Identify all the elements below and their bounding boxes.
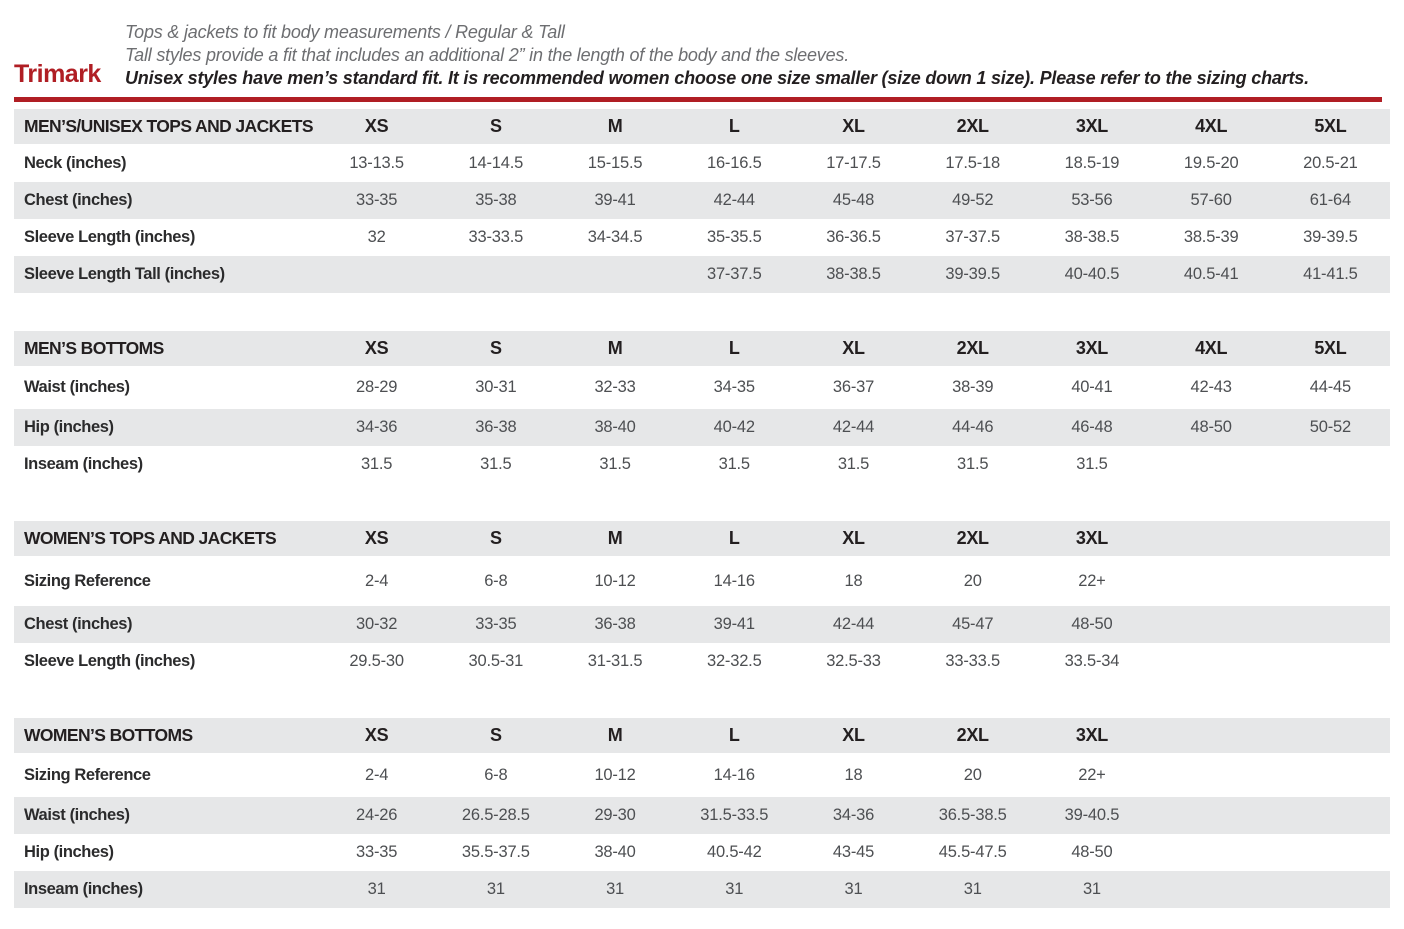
cell-value: 31 <box>1032 871 1151 908</box>
cell-value: 33.5-34 <box>1064 652 1120 670</box>
cell-value: 26.5-28.5 <box>436 797 555 834</box>
table-header-row <box>14 521 1390 556</box>
cell-value: 39-40.5 <box>1032 797 1151 834</box>
cell-value <box>555 256 674 293</box>
size-header-xl: XL <box>794 521 913 556</box>
cell-value: 41-41.5 <box>1271 256 1390 293</box>
cell-value: 13-13.5 <box>349 153 404 172</box>
row-label: Sleeve Length (inches) <box>24 228 195 246</box>
cell-value: 20.5-21 <box>1303 153 1358 172</box>
size-header-empty <box>1152 521 1271 556</box>
size-header-s: S <box>436 718 555 753</box>
cell-value: 33-33.5 <box>468 228 524 246</box>
cell-value: 35.5-37.5 <box>461 843 530 861</box>
cell-value <box>1152 643 1271 680</box>
size-header-3xl: 3XL <box>1032 109 1151 144</box>
cell-value: 34-36 <box>794 797 913 834</box>
cell-value: 35-38 <box>436 182 555 219</box>
cell-value: 2-4 <box>364 571 389 590</box>
cell-value: 38-39 <box>952 378 994 396</box>
cell-value: 31.5 <box>1076 455 1108 473</box>
cell-value <box>1152 446 1271 483</box>
table-row <box>14 556 1390 606</box>
table-row <box>14 446 1390 483</box>
cell-value: 53-56 <box>1032 182 1151 219</box>
cell-value <box>1152 753 1271 797</box>
intro-text <box>125 21 1404 90</box>
size-header-4xl: 4XL <box>1152 109 1271 144</box>
accent-divider <box>14 97 1382 102</box>
cell-value: 32-33 <box>594 378 636 396</box>
size-header-3xl: 3XL <box>1032 521 1151 556</box>
cell-value: 31.5-33.5 <box>675 797 794 834</box>
cell-value: 33-33.5 <box>945 652 1000 670</box>
cell-value: 18 <box>844 765 863 784</box>
cell-value: 31.5 <box>957 455 989 473</box>
row-label: Waist (inches) <box>14 797 317 834</box>
cell-value: 48-50 <box>1032 606 1151 643</box>
cell-value: 42-44 <box>794 606 913 643</box>
row-label: Hip (inches) <box>24 843 114 861</box>
size-header-empty <box>1271 521 1390 556</box>
cell-value: 20 <box>963 765 982 784</box>
cell-value <box>436 256 555 293</box>
cell-value: 50-52 <box>1271 409 1390 446</box>
cell-value: 33-35 <box>436 606 555 643</box>
cell-value: 37-37.5 <box>675 256 794 293</box>
size-header-l: L <box>675 331 794 366</box>
table-mens-bottoms <box>14 331 1390 483</box>
cell-value <box>1152 797 1271 834</box>
table-header-row <box>14 109 1390 144</box>
cell-value: 10-12 <box>594 765 636 784</box>
intro-line-2: Tall styles provide a fit that includes an additional 2” in the length of the body and the sleeves. <box>125 45 850 65</box>
cell-value: 48-50 <box>1152 409 1271 446</box>
cell-value <box>1271 556 1390 606</box>
cell-value: 49-52 <box>913 182 1032 219</box>
cell-value: 43-45 <box>832 843 875 861</box>
row-label: Chest (inches) <box>14 182 317 219</box>
cell-value: 44-46 <box>913 409 1032 446</box>
table-row <box>14 753 1390 797</box>
cell-value: 38-40 <box>555 409 674 446</box>
cell-value: 36-36.5 <box>826 228 881 246</box>
cell-value: 39-41 <box>675 606 794 643</box>
cell-value: 36-38 <box>436 409 555 446</box>
size-header-s: S <box>436 109 555 144</box>
cell-value: 6-8 <box>484 765 508 784</box>
row-label: Inseam (inches) <box>14 871 317 908</box>
size-header-xs: XS <box>317 521 436 556</box>
size-header-2xl: 2XL <box>913 521 1032 556</box>
cell-value: 38-40 <box>594 843 636 861</box>
row-label: Waist (inches) <box>24 378 130 396</box>
cell-value: 14-16 <box>713 765 755 784</box>
cell-value: 22+ <box>1078 765 1106 784</box>
cell-value <box>1271 606 1390 643</box>
table-row <box>14 182 1390 219</box>
cell-value: 31.5 <box>718 455 750 473</box>
table-title: WOMEN’S TOPS AND JACKETS <box>14 521 317 556</box>
cell-value: 36-38 <box>555 606 674 643</box>
table-row <box>14 219 1390 256</box>
cell-value: 22+ <box>1078 571 1106 590</box>
row-label: Sleeve Length Tall (inches) <box>14 256 317 293</box>
cell-value: 39-39.5 <box>1303 228 1358 246</box>
table-mens-unisex-tops-and-jackets <box>14 109 1390 293</box>
row-label: Neck (inches) <box>24 153 127 172</box>
cell-value: 45.5-47.5 <box>938 843 1007 861</box>
cell-value: 40-41 <box>1071 378 1113 396</box>
cell-value: 31.5 <box>837 455 870 473</box>
table-row <box>14 144 1390 182</box>
size-header-s: S <box>436 521 555 556</box>
table-row <box>14 366 1390 409</box>
cell-value: 33-35 <box>317 182 436 219</box>
cell-value: 31 <box>794 871 913 908</box>
cell-value: 40-40.5 <box>1032 256 1151 293</box>
intro-line-1: Tops & jackets to fit body measurements / Regular & Tall <box>125 22 565 42</box>
cell-value: 45-48 <box>794 182 913 219</box>
size-header-xs: XS <box>317 109 436 144</box>
size-header-m: M <box>555 521 674 556</box>
cell-value: 37-37.5 <box>945 228 1000 246</box>
size-header-4xl: 4XL <box>1152 331 1271 366</box>
cell-value: 40.5-41 <box>1152 256 1271 293</box>
cell-value: 32.5-33 <box>826 652 881 670</box>
size-header-2xl: 2XL <box>913 718 1032 753</box>
cell-value: 19.5-20 <box>1183 153 1239 172</box>
cell-value: 20 <box>963 571 982 590</box>
cell-value: 17.5-18 <box>945 153 1000 172</box>
size-header-3xl: 3XL <box>1032 718 1151 753</box>
cell-value: 61-64 <box>1271 182 1390 219</box>
cell-value: 44-45 <box>1309 378 1351 396</box>
size-header-l: L <box>675 521 794 556</box>
table-row <box>14 606 1390 643</box>
cell-value <box>1152 834 1271 871</box>
cell-value: 40-42 <box>675 409 794 446</box>
cell-value: 39-41 <box>555 182 674 219</box>
table-row <box>14 256 1390 293</box>
table-header-row <box>14 331 1390 366</box>
size-header-xl: XL <box>794 331 913 366</box>
row-label: Sizing Reference <box>24 571 151 590</box>
cell-value: 17-17.5 <box>826 153 881 172</box>
size-header-3xl: 3XL <box>1032 331 1151 366</box>
size-header-l: L <box>675 109 794 144</box>
cell-value: 34-35 <box>713 378 755 396</box>
cell-value: 40.5-42 <box>706 843 762 861</box>
size-header-l: L <box>675 718 794 753</box>
size-header-xs: XS <box>317 718 436 753</box>
cell-value: 10-12 <box>594 571 636 590</box>
size-header-m: M <box>555 109 674 144</box>
cell-value <box>317 256 436 293</box>
cell-value: 31.5 <box>480 455 512 473</box>
size-header-xs: XS <box>317 331 436 366</box>
row-label: Inseam (inches) <box>24 455 143 473</box>
cell-value <box>1152 606 1271 643</box>
cell-value: 38-38.5 <box>1064 228 1120 246</box>
cell-value <box>1271 643 1390 680</box>
cell-value: 18 <box>844 571 863 590</box>
size-header-m: M <box>555 331 674 366</box>
size-header-m: M <box>555 718 674 753</box>
table-row <box>14 834 1390 871</box>
cell-value: 42-44 <box>794 409 913 446</box>
table-title: WOMEN’S BOTTOMS <box>14 718 317 753</box>
cell-value: 14-16 <box>713 571 755 590</box>
cell-value: 38.5-39 <box>1183 228 1239 246</box>
cell-value: 46-48 <box>1032 409 1151 446</box>
cell-value: 16-16.5 <box>706 153 762 172</box>
cell-value: 31 <box>555 871 674 908</box>
row-label: Sleeve Length (inches) <box>24 652 195 670</box>
cell-value: 31 <box>317 871 436 908</box>
cell-value: 31 <box>913 871 1032 908</box>
size-header-empty <box>1271 718 1390 753</box>
cell-value: 57-60 <box>1152 182 1271 219</box>
cell-value: 31-31.5 <box>587 652 643 670</box>
table-row <box>14 643 1390 680</box>
cell-value: 18.5-19 <box>1064 153 1120 172</box>
cell-value <box>1271 446 1390 483</box>
cell-value: 33-35 <box>356 843 398 861</box>
cell-value <box>1271 871 1390 908</box>
table-title: MEN’S/UNISEX TOPS AND JACKETS <box>14 109 317 144</box>
row-label: Chest (inches) <box>14 606 317 643</box>
table-header-row <box>14 718 1390 753</box>
cell-value: 42-44 <box>675 182 794 219</box>
cell-value: 32 <box>367 228 386 246</box>
cell-value: 42-43 <box>1190 378 1232 396</box>
cell-value: 31.5 <box>360 455 393 473</box>
cell-value: 30.5-31 <box>468 652 524 670</box>
cell-value: 31 <box>675 871 794 908</box>
cell-value <box>1152 556 1271 606</box>
cell-value: 39-39.5 <box>913 256 1032 293</box>
cell-value: 34-34.5 <box>587 228 643 246</box>
cell-value: 36.5-38.5 <box>913 797 1032 834</box>
sizing-tables <box>0 109 1404 908</box>
size-header-2xl: 2XL <box>913 109 1032 144</box>
page-header <box>0 0 1404 90</box>
cell-value: 36-37 <box>832 378 875 396</box>
cell-value: 35-35.5 <box>706 228 762 246</box>
cell-value <box>1271 797 1390 834</box>
cell-value: 48-50 <box>1071 843 1113 861</box>
size-header-s: S <box>436 331 555 366</box>
cell-value <box>1271 753 1390 797</box>
cell-value: 6-8 <box>484 571 508 590</box>
cell-value: 30-31 <box>475 378 517 396</box>
table-womens-tops-and-jackets <box>14 521 1390 680</box>
cell-value: 2-4 <box>364 765 389 784</box>
cell-value: 14-14.5 <box>468 153 524 172</box>
size-header-2xl: 2XL <box>913 331 1032 366</box>
row-label: Hip (inches) <box>14 409 317 446</box>
cell-value: 32-32.5 <box>706 652 762 670</box>
cell-value: 28-29 <box>356 378 398 396</box>
table-row <box>14 797 1390 834</box>
row-label: Sizing Reference <box>24 765 151 784</box>
cell-value: 15-15.5 <box>587 153 643 172</box>
cell-value: 45-47 <box>913 606 1032 643</box>
cell-value: 34-36 <box>317 409 436 446</box>
size-header-empty <box>1152 718 1271 753</box>
cell-value: 30-32 <box>317 606 436 643</box>
cell-value: 38-38.5 <box>794 256 913 293</box>
cell-value <box>1271 834 1390 871</box>
cell-value: 24-26 <box>317 797 436 834</box>
cell-value <box>1152 871 1271 908</box>
intro-line-3: Unisex styles have men’s standard fit. It is recommended women choose one size smaller (size down 1 size). Please refer to the sizing charts. <box>125 68 1309 88</box>
cell-value: 29.5-30 <box>349 652 404 670</box>
cell-value: 31 <box>436 871 555 908</box>
table-row <box>14 409 1390 446</box>
cell-value: 29-30 <box>555 797 674 834</box>
table-title: MEN’S BOTTOMS <box>14 331 317 366</box>
brand-logo: Trimark <box>14 60 101 88</box>
cell-value: 31.5 <box>599 455 631 473</box>
table-womens-bottoms <box>14 718 1390 908</box>
table-row <box>14 871 1390 908</box>
size-header-xl: XL <box>794 718 913 753</box>
size-header-xl: XL <box>794 109 913 144</box>
size-header-5xl: 5XL <box>1271 109 1390 144</box>
size-header-5xl: 5XL <box>1271 331 1390 366</box>
